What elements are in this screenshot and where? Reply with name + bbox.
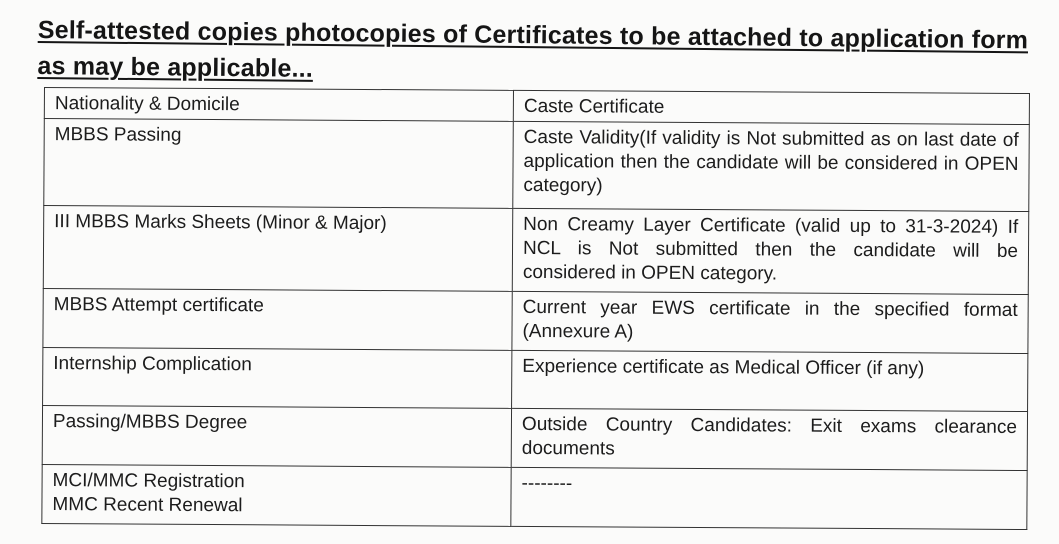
table-row — [43, 347, 1028, 411]
cell-text: Current year EWS certificate in the specified format (Annexure A) — [522, 296, 1018, 343]
cell-text: Internship Complication — [53, 353, 252, 376]
table-row — [42, 464, 1027, 529]
cell-text: Nationality & Domicile — [54, 93, 240, 116]
cell-text: MBBS Attempt certificate — [53, 294, 264, 317]
cell-text: Experience certificate as Medical Officer (if any) — [522, 355, 925, 380]
cell-text: III MBBS Marks Sheets (Minor & Major) — [54, 211, 387, 235]
certificates-table — [41, 87, 1030, 530]
cell-text: Caste Certificate — [523, 95, 665, 118]
table-cell-left — [42, 405, 511, 467]
table-cell-left — [43, 288, 512, 350]
cell-text: Non Creamy Layer Certificate (valid up to 31-3-2024) If NCL is Not submitted then the candidate will be considered in OPEN category. — [522, 213, 1019, 285]
table-cell-left — [43, 347, 512, 408]
cell-text: MCI/MMC Registration — [52, 470, 245, 493]
table-cell-left — [43, 206, 512, 292]
cell-text: MBBS Passing — [54, 124, 182, 146]
cell-text: MMC Recent Renewal — [52, 494, 243, 517]
cell-text: Outside Country Candidates: Exit exams clearance documents — [521, 413, 1018, 460]
table-cell-right — [512, 291, 1028, 353]
table-cell-right — [512, 350, 1028, 411]
heading-line-1: Self-attested copies photocopies of Certificates to be attached to application form — [37, 15, 1029, 55]
table-row — [43, 206, 1028, 295]
document-heading — [37, 12, 1048, 95]
table-row — [44, 119, 1030, 212]
cell-text: Passing/MBBS Degree — [52, 411, 248, 434]
table-cell-right — [512, 208, 1028, 294]
table-cell-left — [44, 88, 513, 122]
heading-line-2: as may be applicable... — [37, 51, 314, 83]
cell-text: -------- — [521, 472, 573, 495]
table-cell-right — [513, 121, 1030, 211]
table-row — [42, 405, 1027, 470]
table-cell-left — [42, 464, 511, 526]
table-cell-left — [44, 119, 514, 209]
cell-text: Caste Validity(If validity is Not submitted as on last date of application then the candidate will be considered in OPEN category) — [523, 126, 1019, 197]
table-cell-right — [511, 408, 1027, 470]
table-cell-right — [511, 467, 1027, 529]
table-cell-right — [513, 90, 1029, 124]
table-row — [43, 288, 1028, 353]
